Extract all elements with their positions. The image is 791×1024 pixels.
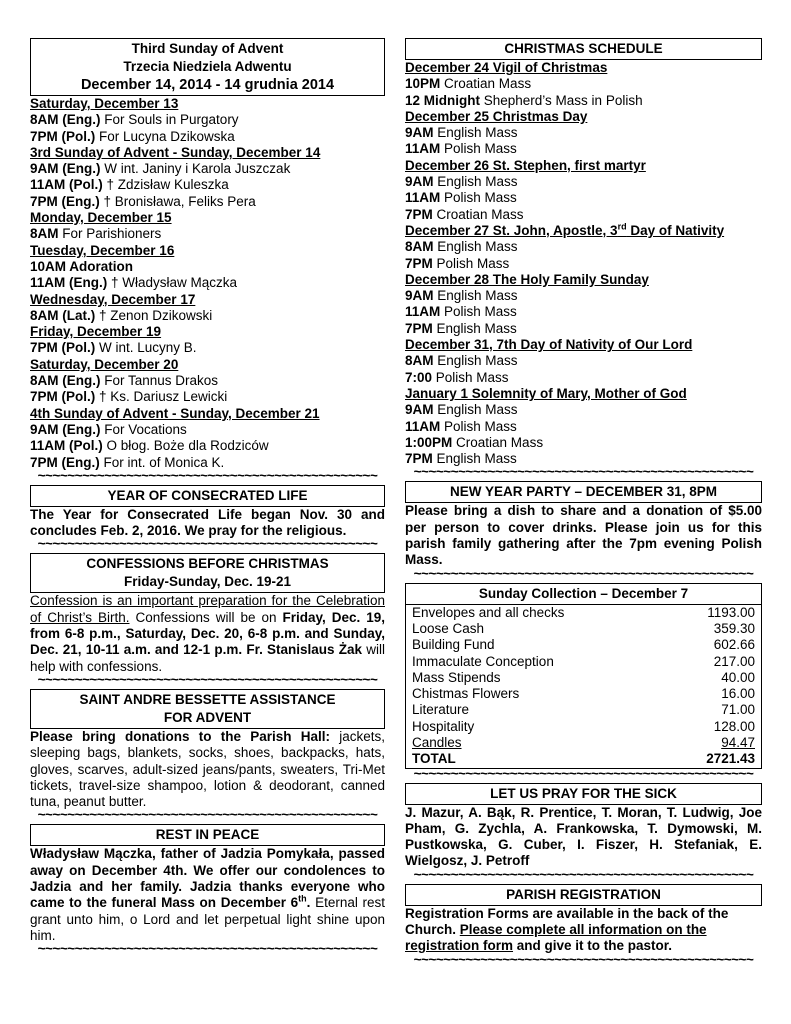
- collection-label: Loose Cash: [412, 620, 485, 636]
- schedule-time: 11AM: [405, 304, 441, 320]
- schedule-intention: English Mass: [433, 174, 518, 190]
- schedule-heading-text: December 27 St. John, Apostle, 3: [405, 222, 618, 238]
- schedule-intention: Croatian Mass: [440, 76, 532, 92]
- consecrated-title-text: YEAR OF CONSECRATED LIFE: [107, 487, 308, 503]
- schedule-intention: Polish Mass: [440, 418, 517, 434]
- mass-schedule: [30, 96, 385, 471]
- schedule-item: [405, 141, 762, 157]
- schedule-heading-text: Friday, December 19: [30, 324, 162, 340]
- schedule-item: [30, 455, 385, 471]
- schedule-intention: For Parishioners: [58, 226, 162, 242]
- schedule-time: 7PM (Pol.): [30, 389, 96, 405]
- table-row: [406, 719, 761, 735]
- schedule-heading-text: Saturday, December 13: [30, 96, 179, 111]
- table-row: [406, 735, 761, 751]
- schedule-item: [405, 370, 762, 386]
- schedule-intention: English Mass: [433, 239, 518, 255]
- schedule-item: [405, 125, 762, 141]
- schedule-time: 8AM: [30, 226, 59, 242]
- schedule-heading: [405, 158, 762, 174]
- table-row: [406, 670, 761, 686]
- collection-total-label: TOTAL: [412, 751, 456, 767]
- christmas-title: [405, 38, 762, 60]
- schedule-heading-text: December 24 Vigil of Christmas: [405, 60, 608, 75]
- schedule-time: 10PM: [405, 76, 441, 92]
- registration-title: [405, 884, 762, 906]
- schedule-intention: For Vocations: [100, 421, 187, 437]
- schedule-item: [30, 161, 385, 177]
- advent-title-box: [30, 38, 385, 96]
- rip-text-period: .: [306, 895, 311, 911]
- table-row: [406, 637, 761, 653]
- schedule-intention: † Zenon Dzikowski: [95, 307, 213, 323]
- registration-text-a: Registration Forms are available in the back of the Church.: [405, 905, 729, 938]
- collection-amount: 16.00: [721, 686, 755, 702]
- consecrated-title: [30, 485, 385, 507]
- bessette-subtitle: FOR ADVENT: [163, 709, 252, 725]
- schedule-item: [405, 174, 762, 190]
- newyear-text: Please bring a dish to share and a donation of $5.00 per person to cover drinks. Please join us for this parish family gathering after the 7pm evening Polish Mass.: [405, 503, 762, 568]
- confessions-title-box: [30, 553, 385, 593]
- schedule-intention: Croatian Mass: [452, 434, 544, 450]
- schedule-intention: Polish Mass: [440, 304, 517, 320]
- schedule-heading-sup: rd: [617, 221, 627, 232]
- bessette-text-body: jackets, sleeping bags, blankets, socks, shoes, backpacks, hats, gloves, scarves, adult-sized jeans/pants, sweaters, Tri-Met tickets, travel-size shampoo, lotion & deodorant, canned tuna, peanut butter.: [30, 728, 385, 810]
- schedule-time: 9AM: [405, 125, 434, 141]
- schedule-heading-text: December 28 The Holy Family Sunday: [405, 271, 649, 287]
- collection-title-text: Sunday Collection – December 7: [478, 585, 689, 601]
- confessions-text: [30, 593, 385, 674]
- schedule-item: [405, 353, 762, 369]
- rip-text-sup: th: [298, 893, 307, 904]
- schedule-item: [30, 340, 385, 356]
- registration-text: [405, 906, 762, 955]
- schedule-time: 11AM (Pol.): [30, 438, 103, 454]
- schedule-heading: [405, 223, 762, 239]
- table-row: [406, 605, 761, 621]
- schedule-item: [30, 194, 385, 210]
- schedule-heading: [405, 272, 762, 288]
- schedule-heading: [405, 60, 762, 76]
- collection-total-amount: 2721.43: [706, 751, 755, 767]
- left-column: [30, 38, 385, 958]
- schedule-time: 7PM: [405, 451, 433, 467]
- sick-title: [405, 783, 762, 805]
- divider: ~~~~~~~~~~~~~~~~~~~~~~~~~~~~~~~~~~~~~~~~~~~~~~: [413, 568, 754, 579]
- schedule-time: 8AM: [405, 239, 434, 255]
- newyear-title: [405, 481, 762, 503]
- schedule-item: [405, 419, 762, 435]
- divider: ~~~~~~~~~~~~~~~~~~~~~~~~~~~~~~~~~~~~~~~~~~~~~~: [37, 944, 378, 955]
- schedule-item: [405, 190, 762, 206]
- registration-text-u: Please complete all information on the registration form: [405, 922, 707, 954]
- schedule-intention: O błog. Boże dla Rodziców: [102, 438, 269, 454]
- schedule-time: 11AM: [405, 141, 441, 157]
- schedule-heading: [30, 96, 385, 112]
- bessette-text: [30, 729, 385, 810]
- collection-amount: 94.47: [721, 734, 755, 750]
- schedule-intention: For Lucyna Dzikowska: [95, 128, 235, 144]
- schedule-time: 12 Midnight: [405, 92, 480, 108]
- bessette-title-box: [30, 689, 385, 729]
- schedule-time: 7PM: [405, 255, 433, 271]
- schedule-item: [30, 226, 385, 242]
- schedule-time: 9AM (Eng.): [30, 161, 101, 177]
- schedule-intention: Polish Mass: [440, 190, 517, 206]
- divider: ~~~~~~~~~~~~~~~~~~~~~~~~~~~~~~~~~~~~~~~~~~~~~~: [37, 470, 378, 481]
- schedule-time: 7:00: [405, 369, 433, 385]
- advent-date: December 14, 2014 - 14 grudnia 2014: [80, 77, 335, 93]
- table-row: [406, 702, 761, 718]
- schedule-heading: [30, 406, 385, 422]
- schedule-intention: English Mass: [433, 402, 518, 418]
- schedule-item: [405, 256, 762, 272]
- advent-title-en: Third Sunday of Advent: [131, 41, 284, 56]
- schedule-time: 8AM (Lat.): [30, 307, 96, 323]
- collection-title: [405, 583, 762, 605]
- registration-title-text: PARISH REGISTRATION: [506, 886, 661, 902]
- schedule-heading-text: Monday, December 15: [30, 210, 172, 226]
- right-column: [405, 38, 762, 969]
- table-row: [406, 654, 761, 670]
- schedule-heading: [405, 109, 762, 125]
- schedule-item: [405, 239, 762, 255]
- schedule-time: 9AM: [405, 402, 434, 418]
- schedule-time: 9AM: [405, 174, 434, 190]
- schedule-heading: [30, 357, 385, 373]
- schedule-intention: For Souls in Purgatory: [100, 112, 239, 128]
- schedule-item: [30, 112, 385, 128]
- schedule-item: [405, 76, 762, 92]
- schedule-time: 7PM (Eng.): [30, 454, 100, 470]
- schedule-heading-end: Day of Nativity: [626, 222, 725, 238]
- schedule-heading: [30, 324, 385, 340]
- schedule-heading-text: January 1 Solemnity of Mary, Mother of God: [405, 385, 687, 401]
- schedule-item: [405, 451, 762, 467]
- schedule-heading: [30, 145, 385, 161]
- schedule-time: 11AM (Eng.): [30, 275, 108, 291]
- collection-table-wrap: [405, 605, 762, 769]
- schedule-intention: For int. of Monica K.: [99, 454, 225, 470]
- collection-label: Envelopes and all checks: [412, 604, 565, 620]
- schedule-heading-text: Tuesday, December 16: [30, 242, 175, 258]
- schedule-time: 7PM (Pol.): [30, 340, 96, 356]
- schedule-intention: W int. Lucyny B.: [95, 340, 197, 356]
- advent-title-pl: Trzecia Niedziela Adwentu: [123, 59, 292, 74]
- schedule-item: [405, 321, 762, 337]
- divider: ~~~~~~~~~~~~~~~~~~~~~~~~~~~~~~~~~~~~~~~~~~~~~~: [37, 539, 378, 550]
- divider: ~~~~~~~~~~~~~~~~~~~~~~~~~~~~~~~~~~~~~~~~~~~~~~: [413, 869, 754, 880]
- newyear-title-text: NEW YEAR PARTY – DECEMBER 31, 8PM: [449, 484, 718, 500]
- confessions-title: CONFESSIONS BEFORE CHRISTMAS: [86, 556, 329, 572]
- schedule-heading: [30, 243, 385, 259]
- schedule-intention: English Mass: [432, 451, 517, 467]
- schedule-heading: [405, 386, 762, 402]
- bessette-text-lead: Please bring donations to the Parish Hall:: [30, 728, 330, 744]
- confessions-text-end: will help with confessions.: [30, 642, 386, 674]
- schedule-time: 11AM (Pol.): [30, 177, 103, 193]
- schedule-heading: [30, 292, 385, 308]
- schedule-item: [30, 438, 385, 454]
- collection-label: Hospitality: [412, 718, 475, 734]
- divider: ~~~~~~~~~~~~~~~~~~~~~~~~~~~~~~~~~~~~~~~~~~~~~~: [37, 674, 378, 685]
- schedule-time: 11AM: [405, 190, 441, 206]
- schedule-intention: Polish Mass: [432, 369, 509, 385]
- registration-text-b: and give it to the pastor.: [513, 938, 673, 954]
- bessette-title: SAINT ANDRE BESSETTE ASSISTANCE: [79, 691, 336, 707]
- schedule-time: 8AM (Eng.): [30, 373, 101, 389]
- schedule-heading-text: December 25 Christmas Day: [405, 108, 588, 124]
- schedule-time: 8AM (Eng.): [30, 112, 101, 128]
- confessions-dates: Friday-Sunday, Dec. 19-21: [123, 574, 292, 590]
- schedule-intention: Polish Mass: [440, 141, 517, 157]
- christmas-title-text: CHRISTMAS SCHEDULE: [504, 41, 663, 56]
- rip-title-text: REST IN PEACE: [155, 827, 260, 843]
- schedule-intention: English Mass: [433, 353, 518, 369]
- schedule-heading-text: Wednesday, December 17: [30, 291, 196, 307]
- schedule-heading-text: 4th Sunday of Advent - Sunday, December 21: [30, 405, 320, 421]
- schedule-time: 9AM: [405, 288, 434, 304]
- collection-amount: 40.00: [721, 669, 755, 685]
- confessions-text-times: Friday, Dec. 19, from 6-8 p.m., Saturday, Dec. 20, 6-8 p.m. and Sunday, Dec. 21, 10-11 a.m. and 12-1 p.m. Fr. Stanislaus Żak: [30, 609, 386, 658]
- schedule-heading-text: December 26 St. Stephen, first martyr: [405, 157, 646, 173]
- table-row: [406, 686, 761, 702]
- schedule-heading: [405, 337, 762, 353]
- divider: ~~~~~~~~~~~~~~~~~~~~~~~~~~~~~~~~~~~~~~~~~~~~~~: [413, 954, 754, 965]
- collection-label: Mass Stipends: [412, 669, 501, 685]
- schedule-intention: W int. Janiny i Karola Juszczak: [100, 161, 291, 177]
- schedule-intention: † Ks. Dariusz Lewicki: [95, 389, 228, 405]
- schedule-heading-text: 3rd Sunday of Advent - Sunday, December 14: [30, 144, 321, 160]
- collection-amount: 602.66: [713, 637, 755, 653]
- collection-table: [406, 605, 761, 768]
- schedule-item: [30, 308, 385, 324]
- collection-label: Building Fund: [412, 637, 495, 653]
- confessions-text-mid: Confessions will be on: [129, 609, 283, 625]
- schedule-intention: For Tannus Drakos: [100, 373, 219, 389]
- collection-label: Immaculate Conception: [412, 653, 554, 669]
- rip-text: [30, 846, 385, 944]
- schedule-item: [30, 373, 385, 389]
- collection-amount: 1193.00: [707, 604, 755, 620]
- table-row: [406, 621, 761, 637]
- collection-amount: 217.00: [713, 653, 755, 669]
- consecrated-text: The Year for Consecrated Life began Nov. 30 and concludes Feb. 2, 2016. We pray for the religious.: [30, 506, 385, 539]
- schedule-item: [30, 422, 385, 438]
- schedule-time: 10AM Adoration: [30, 258, 134, 274]
- sick-title-text: LET US PRAY FOR THE SICK: [490, 785, 677, 801]
- collection-amount: 71.00: [721, 702, 755, 718]
- collection-label: Chistmas Flowers: [412, 686, 520, 702]
- schedule-intention: English Mass: [432, 320, 517, 336]
- sick-text: J. Mazur, A. Bąk, R. Prentice, T. Moran, T. Ludwig, Joe Pham, G. Zychla, A. Frankowska, T. Dymowski, M. Pustkowska, G. Cuber, I. Fiszer, H. Stefaniak, E. Wielgosz, J. Petroff: [405, 804, 762, 869]
- schedule-time: 1:00PM: [405, 434, 453, 450]
- rip-title: [30, 824, 385, 846]
- schedule-time: 7PM (Pol.): [30, 128, 96, 144]
- schedule-time: 11AM: [405, 418, 441, 434]
- schedule-heading-text: December 31, 7th Day of Nativity of Our Lord: [405, 337, 693, 353]
- collection-amount: 359.30: [713, 620, 755, 636]
- schedule-item: [30, 275, 385, 291]
- schedule-intention: † Bronisława, Feliks Pera: [99, 193, 256, 209]
- schedule-time: 7PM (Eng.): [30, 193, 100, 209]
- schedule-item: [405, 288, 762, 304]
- schedule-time: 9AM (Eng.): [30, 421, 101, 437]
- rip-text-lead: Władysław Mączka, father of Jadzia Pomykała, passed away on December 4th. We offer our condolences to Jadzia and her family. Jadzia thanks everyone who came to the funeral Mass on December 6: [30, 846, 385, 911]
- divider: ~~~~~~~~~~~~~~~~~~~~~~~~~~~~~~~~~~~~~~~~~~~~~~: [413, 467, 754, 478]
- schedule-intention: Shepherd’s Mass in Polish: [480, 92, 643, 108]
- collection-total-row: [406, 751, 761, 767]
- collection-label: Literature: [412, 702, 470, 718]
- christmas-schedule: [405, 60, 762, 467]
- divider: ~~~~~~~~~~~~~~~~~~~~~~~~~~~~~~~~~~~~~~~~~~~~~~: [413, 768, 754, 779]
- schedule-item: [405, 93, 762, 109]
- confessions-text-intro: Confession is an important preparation for the Celebration of Christ’s Birth.: [30, 593, 385, 625]
- schedule-item: [30, 177, 385, 193]
- schedule-intention: English Mass: [433, 288, 518, 304]
- schedule-item: [30, 259, 385, 275]
- divider: ~~~~~~~~~~~~~~~~~~~~~~~~~~~~~~~~~~~~~~~~~~~~~~: [37, 810, 378, 821]
- schedule-time: 8AM: [405, 353, 434, 369]
- schedule-heading: [30, 210, 385, 226]
- schedule-item: [405, 207, 762, 223]
- schedule-intention: † Władysław Mączka: [107, 275, 238, 291]
- collection-amount: 128.00: [713, 718, 755, 734]
- schedule-heading-text: Saturday, December 20: [30, 356, 179, 372]
- schedule-intention: Croatian Mass: [432, 206, 524, 222]
- schedule-item: [405, 304, 762, 320]
- schedule-item: [405, 402, 762, 418]
- schedule-intention: † Zdzisław Kuleszka: [102, 177, 229, 193]
- rip-text-body: Eternal rest grant unto him, o Lord and let perpetual light shine upon him.: [30, 895, 386, 943]
- schedule-intention: Polish Mass: [432, 255, 510, 271]
- schedule-item: [405, 435, 762, 451]
- schedule-time: 7PM: [405, 320, 433, 336]
- schedule-item: [30, 129, 385, 145]
- collection-label: Candles: [412, 734, 462, 750]
- schedule-time: 7PM: [405, 206, 433, 222]
- schedule-item: [30, 389, 385, 405]
- schedule-intention: English Mass: [433, 125, 518, 141]
